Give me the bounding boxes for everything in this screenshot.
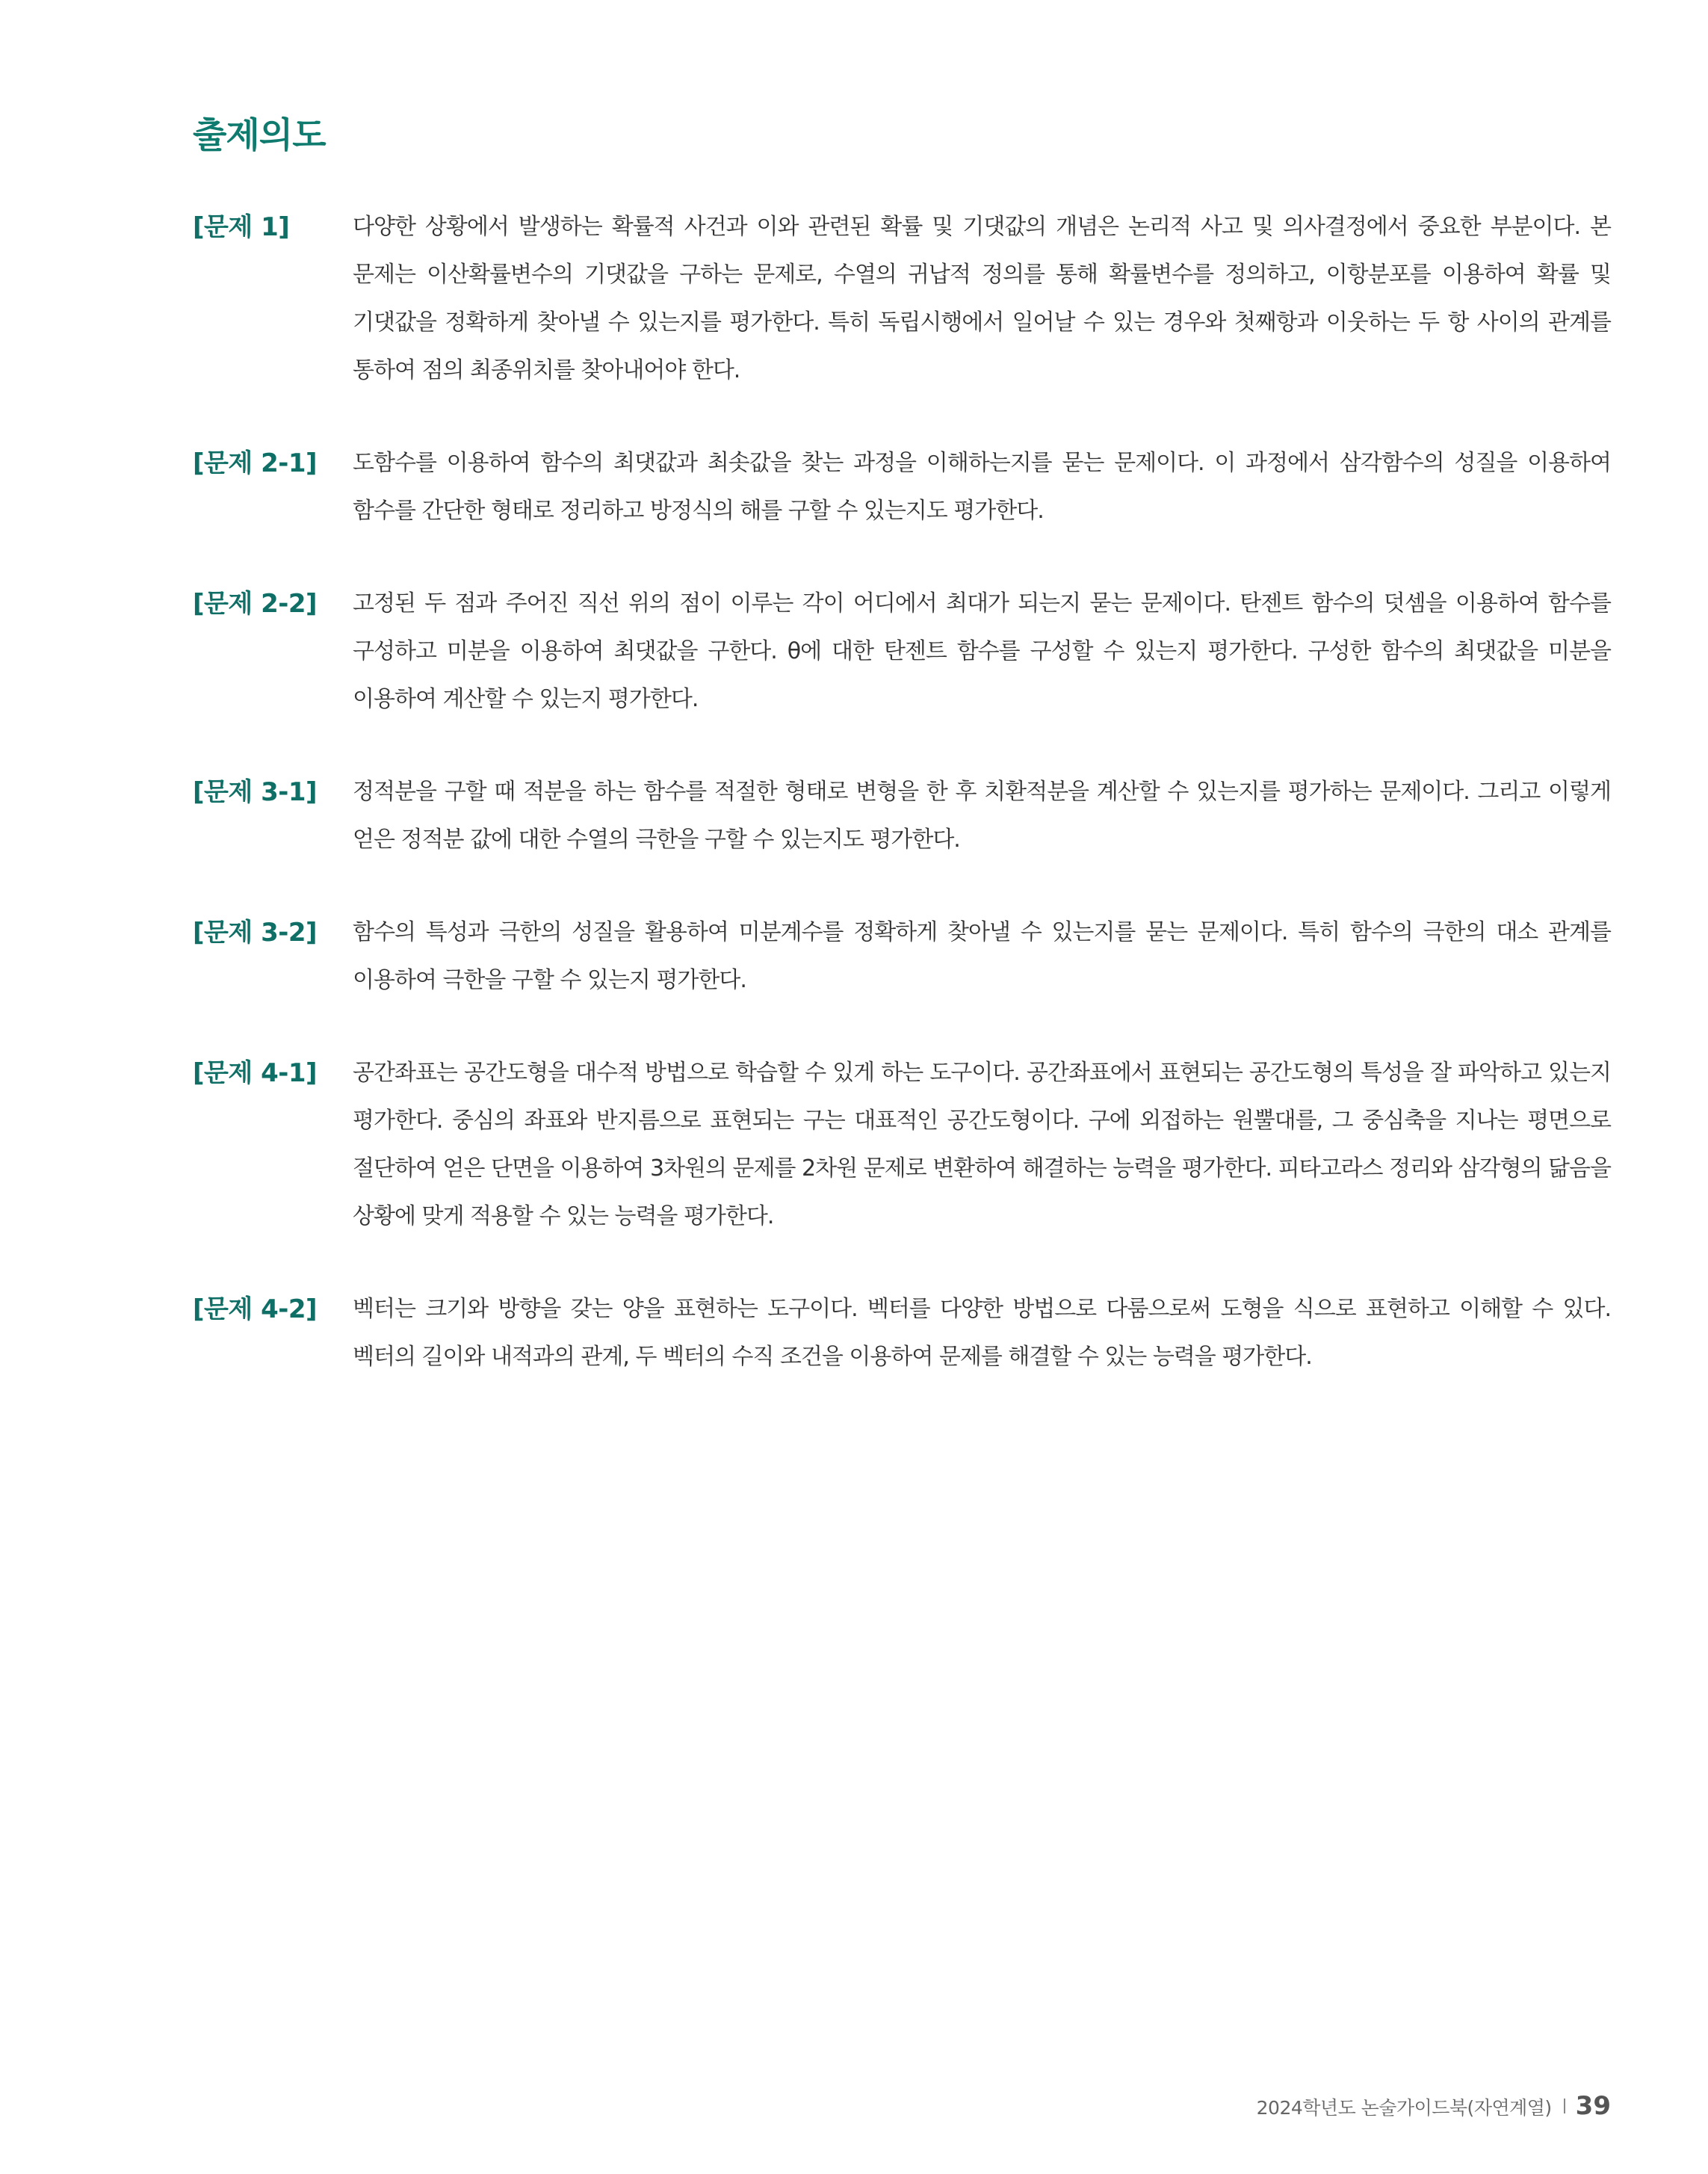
problem-item	[193, 203, 1611, 395]
problem-text: 함수의 특성과 극한의 성질을 활용하여 미분계수를 정확하게 찾아낼 수 있는지를 묻는 문제이다. 특히 함수의 극한의 대소 관계를 이용하여 극한을 구할 수 있는지 평가한다.	[353, 919, 1611, 993]
problem-item	[193, 1285, 1611, 1381]
footer-divider	[1564, 2099, 1565, 2113]
problem-label: [문제 3-1]	[193, 777, 318, 807]
page-footer	[1257, 2091, 1611, 2121]
problem-text: 고정된 두 점과 주어진 직선 위의 점이 이루는 각이 어디에서 최대가 되는지 묻는 문제이다. 탄젠트 함수의 덧셈을 이용하여 함수를 구성하고 미분을 이용하여 최댓값을 구한다. θ에 대한 탄젠트 함수를 구성할 수 있는지 평가한다. 구성한 함수의 최댓값을 미분을 이용하여 계산할 수 있는지 평가한다.	[353, 590, 1611, 712]
footer-book-title: 2024학년도 논술가이드북(자연계열)	[1256, 2097, 1552, 2119]
page-number: 39	[1575, 2091, 1611, 2121]
problem-label: [문제 2-2]	[193, 589, 318, 619]
problem-text: 다양한 상황에서 발생하는 확률적 사건과 이와 관련된 확률 및 기댓값의 개념은 논리적 사고 및 의사결정에서 중요한 부분이다. 본 문제는 이산확률변수의 기댓값을 구하는 문제로, 수열의 귀납적 정의를 통해 확률변수를 정의하고, 이항분포를 이용하여 확률 및 기댓값을 정확하게 찾아낼 수 있는지를 평가한다. 특히 독립시행에서 일어날 수 있는 경우와 첫째항과 이웃하는 두 항 사이의 관계를 통하여 점의 최종위치를 찾아내어야 한다.	[353, 214, 1611, 383]
problem-label: [문제 3-2]	[193, 918, 318, 948]
problem-text: 정적분을 구할 때 적분을 하는 함수를 적절한 형태로 변형을 한 후 치환적분을 계산할 수 있는지를 평가하는 문제이다. 그리고 이렇게 얻은 정적분 값에 대한 수열의 극한을 구할 수 있는지도 평가한다.	[353, 779, 1611, 853]
problem-text: 벡터는 크기와 방향을 갖는 양을 표현하는 도구이다. 벡터를 다양한 방법으로 다룸으로써 도형을 식으로 표현하고 이해할 수 있다. 벡터의 길이와 내적과의 관계, 두 벡터의 수직 조건을 이용하여 문제를 해결할 수 있는 능력을 평가한다.	[353, 1296, 1611, 1370]
problem-item	[193, 768, 1611, 864]
problem-item	[193, 439, 1611, 535]
page-title: 출제의도	[193, 115, 326, 156]
problem-text: 도함수를 이용하여 함수의 최댓값과 최솟값을 찾는 과정을 이해하는지를 묻는 문제이다. 이 과정에서 삼각함수의 성질을 이용하여 함수를 간단한 형태로 정리하고 방정식의 해를 구할 수 있는지도 평가한다.	[353, 450, 1611, 524]
problem-label: [문제 4-2]	[193, 1294, 318, 1324]
problem-list	[193, 203, 1611, 1426]
problem-text: 공간좌표는 공간도형을 대수적 방법으로 학습할 수 있게 하는 도구이다. 공간좌표에서 표현되는 공간도형의 특성을 잘 파악하고 있는지 평가한다. 중심의 좌표와 반지름으로 표현되는 구는 대표적인 공간도형이다. 구에 외접하는 원뿔대를, 그 중심축을 지나는 평면으로 절단하여 얻은 단면을 이용하여 3차원의 문제를 2차원 문제로 변환하여 해결하는 능력을 평가한다. 피타고라스 정리와 삼각형의 닮음을 상황에 맞게 적용할 수 있는 능력을 평가한다.	[353, 1060, 1611, 1229]
problem-label: [문제 1]	[193, 212, 290, 242]
problem-item	[193, 1049, 1611, 1241]
problem-label: [문제 2-1]	[193, 448, 318, 478]
problem-item	[193, 580, 1611, 723]
problem-item	[193, 909, 1611, 1004]
problem-label: [문제 4-1]	[193, 1058, 318, 1088]
